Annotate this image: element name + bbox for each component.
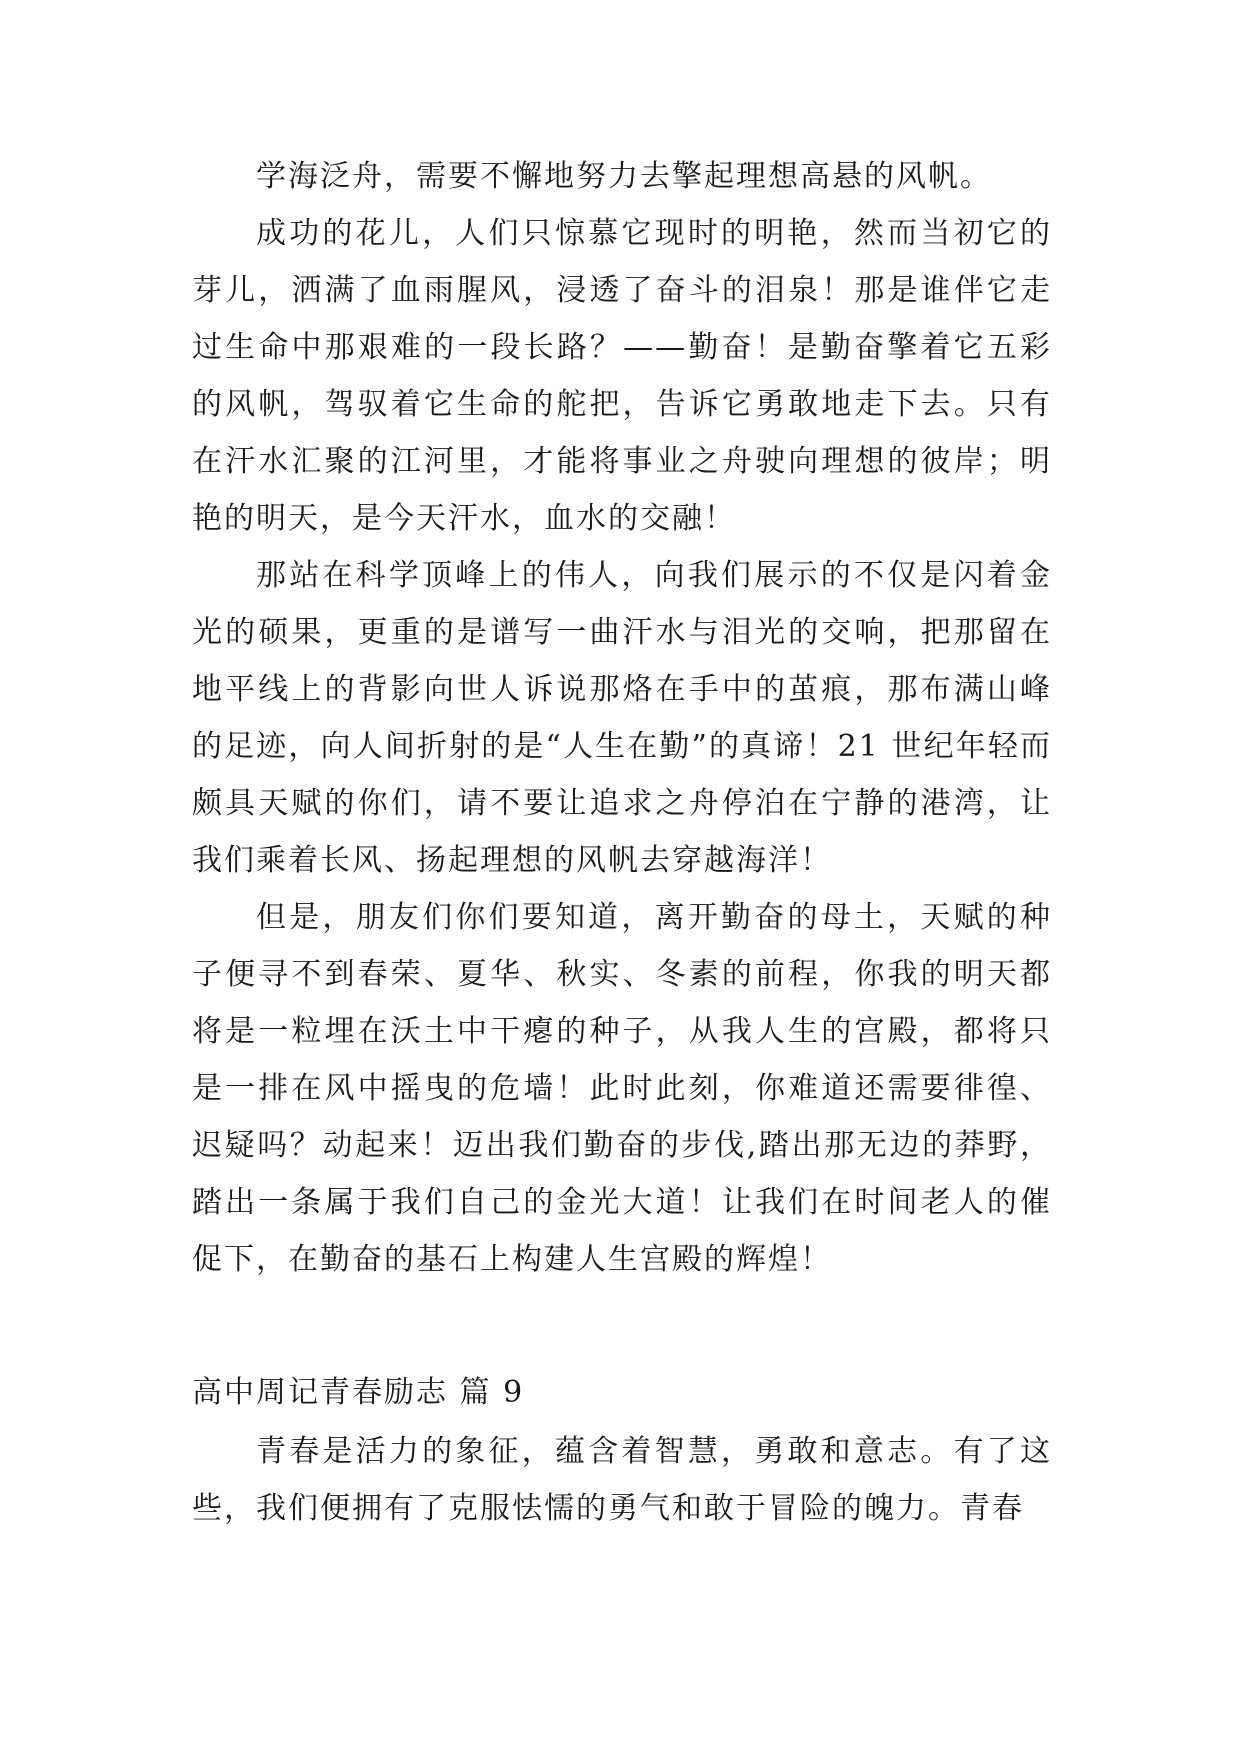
paragraph: 成功的花儿，人们只惊慕它现时的明艳，然而当初它的芽儿，洒满了血雨腥风，浸透了奋斗的泪泉！那是谁伴它走过生命中那艰难的一段长路？——勤奋！是勤奋擎着它五彩的风帆，驾驭着它生命的舵把，告诉它勇敢地走下去。只有在汗水汇聚的江河里，才能将事业之舟驶向理想的彼岸；明艳的明天，是今天汗水，血水的交融！ xyxy=(192,216,1052,536)
body-text-top xyxy=(192,148,1052,1288)
paragraph: 那站在科学顶峰上的伟人，向我们展示的不仅是闪着金光的硕果，更重的是谱写一曲汗水与泪光的交响，把那留在地平线上的背影向世人诉说那烙在手中的茧痕，那布满山峰的足迹，向人间折射的是“人生在勤”的真谛！21 世纪年轻而颇具天赋的你们，请不要让追求之舟停泊在宁静的港湾，让我们乘着长风、扬起理想的风帆去穿越海洋！ xyxy=(192,558,1052,878)
body-text-bottom xyxy=(192,1423,1052,1537)
section-heading: 高中周记青春励志 篇 9 xyxy=(192,1375,525,1410)
paragraph: 学海泛舟，需要不懈地努力去擎起理想高悬的风帆。 xyxy=(256,159,992,194)
paragraph: 但是，朋友们你们要知道，离开勤奋的母土，天赋的种子便寻不到春荣、夏华、秋实、冬素的前程，你我的明天都将是一粒埋在沃土中干瘪的种子，从我人生的宫殿，都将只是一排在风中摇曳的危墙！此时此刻，你难道还需要徘徨、迟疑吗？动起来！迈出我们勤奋的步伐,踏出那无边的莽野，踏出一条属于我们自己的金光大道！让我们在时间老人的催促下，在勤奋的基石上构建人生宫殿的辉煌！ xyxy=(192,900,1052,1277)
paragraph: 青春是活力的象征，蕴含着智慧，勇敢和意志。有了这些，我们便拥有了克服怯懦的勇气和敢于冒险的魄力。青春 xyxy=(192,1434,1052,1526)
